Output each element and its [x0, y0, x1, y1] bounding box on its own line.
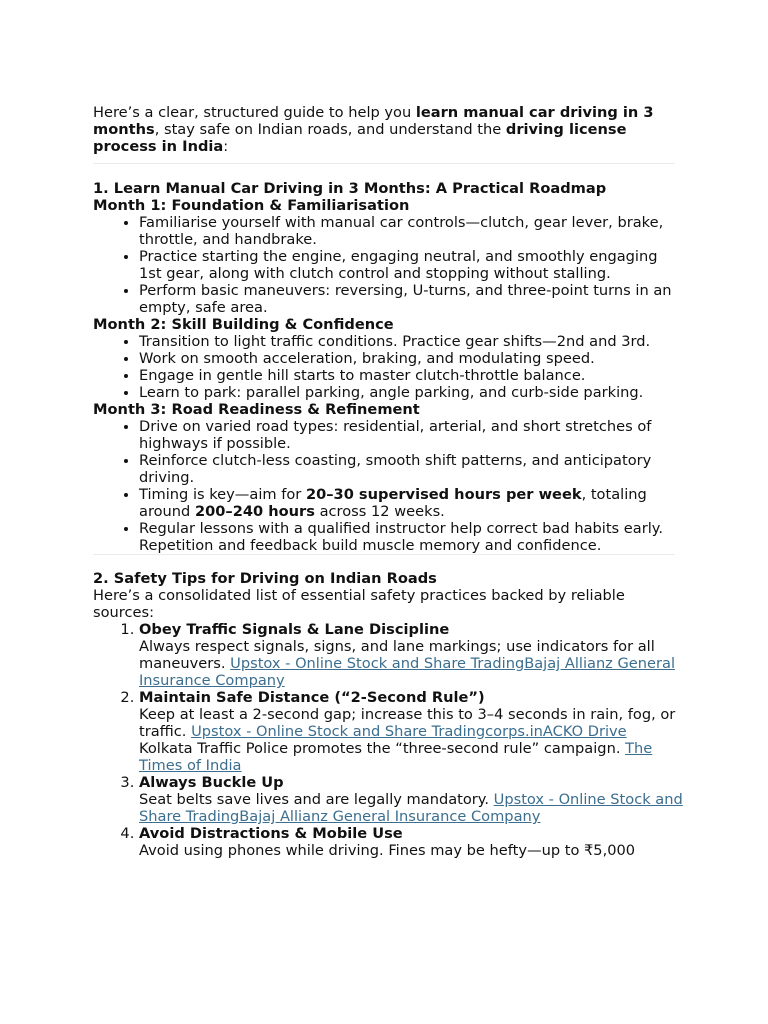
subsection-heading: Month 1: Foundation & Familiarisation [93, 197, 410, 214]
timing-bold: 20–30 supervised hours per week [305, 486, 582, 503]
bullet-list [93, 214, 683, 316]
tip-text: Keep at least a 2-second gap; increase this to 3–4 seconds in rain, fog, or traffic. [139, 706, 676, 740]
tip-body [139, 638, 683, 689]
timing-text: , totaling around [139, 486, 647, 520]
source-link[interactable]: Upstox - Online Stock and Share Tradingcorps.inACKO Drive [191, 723, 627, 740]
intro-text: , stay safe on Indian roads, and understand the [154, 121, 506, 138]
tip-body [139, 740, 683, 774]
list-item: • Learn to park: parallel parking, angle parking, and curb-side parking. [139, 384, 683, 401]
list-item: • Perform basic maneuvers: reversing, U-turns, and three-point turns in an empty, safe area. [139, 282, 683, 316]
section-heading: 2. Safety Tips for Driving on Indian Roads [93, 570, 437, 587]
intro-bold: driving license process in India [93, 121, 627, 155]
tip-text: Always respect signals, signs, and lane markings; use indicators for all maneuvers. [139, 638, 655, 672]
bullet-list [93, 333, 683, 401]
intro-text: Here’s a clear, structured guide to help you [93, 104, 416, 121]
list-item: • Drive on varied road types: residential, arterial, and short stretches of highways if possible. [139, 418, 683, 452]
section-heading: 1. Learn Manual Car Driving in 3 Months: A Practical Roadmap [93, 180, 607, 197]
tip-body: Avoid using phones while driving. Fines may be hefty—up to ₹5,000 [139, 842, 636, 859]
tip-title: 4. Avoid Distractions & Mobile Use [139, 825, 403, 842]
subsection-heading: Month 2: Skill Building & Confidence [93, 316, 394, 333]
timing-text: Timing is key—aim for [139, 486, 306, 503]
list-item: • Familiarise yourself with manual car controls—clutch, gear lever, brake, throttle, and handbrake. [139, 214, 683, 248]
list-item [139, 486, 683, 520]
timing-bold: 200–240 hours [194, 503, 315, 520]
divider [93, 554, 675, 555]
list-item: • Engage in gentle hill starts to master clutch-throttle balance. [139, 367, 683, 384]
list-item: • Regular lessons with a qualified instructor help correct bad habits early. Repetition and feedback build muscle memory and confidence. [139, 520, 683, 554]
intro-text: : [223, 138, 229, 155]
tip-title: 3. Always Buckle Up [139, 774, 284, 791]
list-item: • Transition to light traffic conditions. Practice gear shifts—2nd and 3rd. [139, 333, 683, 350]
intro-paragraph [93, 104, 683, 155]
timing-text: across 12 weeks. [314, 503, 445, 520]
tip-text: Kolkata Traffic Police promotes the “three-second rule” campaign. [139, 740, 626, 757]
source-link[interactable]: Upstox - Online Stock and Share TradingBajaj Allianz General Insurance Company [139, 791, 683, 825]
tip-item [139, 774, 683, 825]
list-item: • Reinforce clutch-less coasting, smooth shift patterns, and anticipatory driving. [139, 452, 683, 486]
list-item: • Practice starting the engine, engaging neutral, and smoothly engaging 1st gear, along with clutch control and stopping without stalling. [139, 248, 683, 282]
source-link[interactable]: Upstox - Online Stock and Share TradingBajaj Allianz General Insurance Company [139, 655, 675, 689]
tip-item [139, 825, 683, 859]
tip-body [139, 791, 683, 825]
source-link[interactable]: The Times of India [139, 740, 653, 774]
section-intro: Here’s a consolidated list of essential safety practices backed by reliable sources: [93, 587, 625, 621]
numbered-list [93, 621, 683, 859]
tip-title: 1. Obey Traffic Signals & Lane Discipline [139, 621, 450, 638]
divider [93, 163, 675, 164]
tip-title: 2. Maintain Safe Distance (“2-Second Rule”) [139, 689, 485, 706]
list-item: • Work on smooth acceleration, braking, and modulating speed. [139, 350, 683, 367]
document-body [93, 104, 683, 859]
subsection-heading: Month 3: Road Readiness & Refinement [93, 401, 420, 418]
intro-bold: learn manual car driving in 3 months [93, 104, 654, 138]
tip-text: Seat belts save lives and are legally mandatory. [139, 791, 494, 808]
bullet-list [93, 418, 683, 554]
tip-body [139, 706, 683, 740]
tip-item [139, 689, 683, 774]
tip-item [139, 621, 683, 689]
